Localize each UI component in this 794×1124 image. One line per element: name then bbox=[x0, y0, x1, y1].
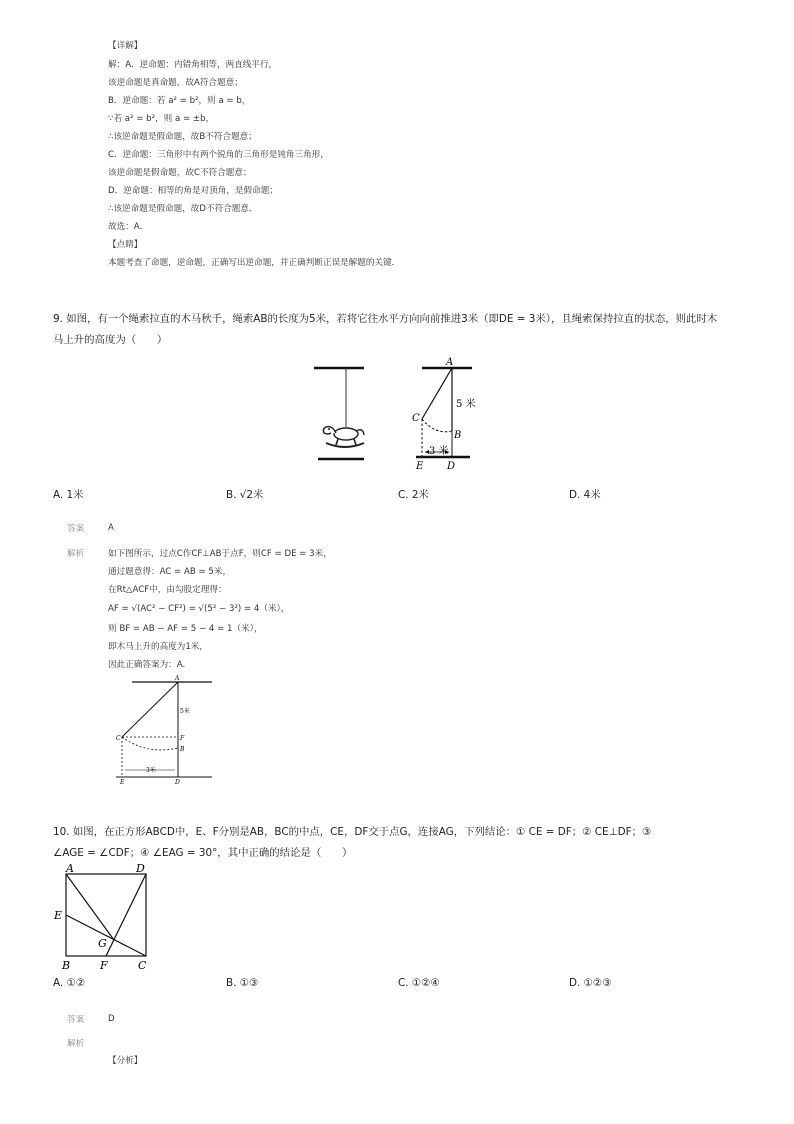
q9b-label-D: D bbox=[175, 779, 180, 785]
q9-label-C: C bbox=[412, 413, 420, 424]
q10-label-F: F bbox=[100, 959, 108, 972]
q10-answer-label: 答案 bbox=[67, 1015, 85, 1025]
q10-option-b[interactable]: B. ①③ bbox=[226, 977, 259, 989]
q9-option-b[interactable]: B. √2米 bbox=[226, 489, 264, 501]
solution-line: D．逆命题：相等的角是对顶角，是假命题； bbox=[108, 186, 278, 196]
q9-label-D: D bbox=[447, 461, 456, 472]
solution-line: 该逆命题是假命题，故C不符合题意； bbox=[108, 168, 252, 178]
q9b-label-len: 5米 bbox=[180, 708, 190, 715]
solution-line: ∵若 a² = b²，则 a = ±b， bbox=[108, 114, 215, 124]
q9b-label-F: F bbox=[180, 735, 185, 742]
q9-stem-line1: 9. 如图，有一个绳索拉直的木马秋千，绳索AB的长度为5米，若将它往水平方向向前推进3米（即DE = 3米），且绳索保持拉直的状态，则此时木 bbox=[53, 313, 718, 325]
analysis-line: 在Rt△ACF中，由勾股定理得： bbox=[108, 585, 227, 595]
q9-figure bbox=[300, 355, 490, 473]
comment-heading: 【点睛】 bbox=[108, 240, 143, 250]
q10-figure bbox=[52, 862, 164, 974]
q10-label-C: C bbox=[138, 959, 147, 972]
q10-label-D: D bbox=[136, 862, 145, 875]
q9-label-len: 5 米 bbox=[456, 399, 476, 410]
solution-line: B．逆命题：若 a² = b²，则 a = b， bbox=[108, 96, 251, 106]
q10-option-d[interactable]: D. ①②③ bbox=[569, 977, 612, 989]
detail-heading: 【详解】 bbox=[108, 41, 143, 51]
solution-line: ∴该逆命题是假命题，故D不符合题意． bbox=[108, 204, 258, 214]
solution-line: ∴该逆命题是假命题，故B不符合题意； bbox=[108, 132, 257, 142]
solution-line: 该逆命题是真命题，故A符合题意； bbox=[108, 78, 243, 88]
q10-option-c[interactable]: C. ①②④ bbox=[398, 977, 440, 989]
q9b-label-E: E bbox=[120, 779, 125, 785]
q10-label-A: A bbox=[66, 862, 74, 875]
solution-line: 解：A．逆命题：内错角相等，两直线平行， bbox=[108, 60, 278, 70]
analysis-line: 如下图所示，过点C作CF⊥AB于点F，则CF = DE = 3米， bbox=[108, 549, 332, 559]
solution-line: C．逆命题：三角形中有两个锐角的三角形是钝角三角形， bbox=[108, 150, 329, 160]
q10-analysis-label: 解析 bbox=[67, 1039, 85, 1049]
q9-label-E: E bbox=[416, 461, 424, 472]
q9b-label-C: C bbox=[116, 735, 121, 742]
q10-answer: D bbox=[108, 1014, 115, 1024]
q9-label-A: A bbox=[446, 357, 454, 368]
q9-option-c[interactable]: C. 2米 bbox=[398, 489, 429, 501]
analysis-line: 则 BF = AB − AF = 5 − 4 = 1（米）， bbox=[108, 624, 263, 634]
solution-line: 本题考查了命题，逆命题，正确写出逆命题，并正确判断正误是解题的关键． bbox=[108, 258, 401, 268]
q9-option-a[interactable]: A. 1米 bbox=[53, 489, 84, 501]
analysis-line: 即木马上升的高度为1米， bbox=[108, 642, 208, 652]
q10-option-a[interactable]: A. ①② bbox=[53, 977, 86, 989]
analysis-line: 因此正确答案为：A. bbox=[108, 660, 186, 670]
q9-stem-line2: 马上升的高度为（ ） bbox=[53, 334, 168, 346]
q9-answer-label: 答案 bbox=[67, 524, 85, 534]
q9-label-push: 3 米 bbox=[429, 446, 449, 457]
q10-stem-line2: ∠AGE = ∠CDF；④ ∠EAG = 30°，其中正确的结论是（ ） bbox=[53, 847, 353, 859]
q10-label-B: B bbox=[62, 959, 71, 972]
analysis-line: AF = √(AC² − CF²) = √(5² − 3²) = 4（米）， bbox=[108, 604, 290, 614]
q9-option-d[interactable]: D. 4米 bbox=[569, 489, 601, 501]
q9-label-B: B bbox=[454, 430, 462, 441]
q9b-label-B: B bbox=[180, 746, 185, 753]
q9-analysis-label: 解析 bbox=[67, 549, 85, 559]
q9b-label-push: 3米 bbox=[146, 767, 156, 774]
q9-answer: A bbox=[108, 523, 114, 533]
analysis-line: 通过题意得：AC = AB = 5米， bbox=[108, 567, 232, 577]
q10-analysis-heading: 【分析】 bbox=[108, 1056, 143, 1066]
q9b-label-A: A bbox=[175, 675, 180, 682]
rocking-horse-icon bbox=[323, 427, 364, 447]
q9-analysis-figure bbox=[112, 673, 222, 785]
q10-label-E: E bbox=[54, 909, 63, 922]
q10-stem-line1: 10. 如图，在正方形ABCD中，E、F分别是AB，BC的中点，CE，DF交于点G，连接AG，下列结论：① CE = DF；② CE⊥DF；③ bbox=[53, 826, 652, 838]
q10-label-G: G bbox=[98, 937, 107, 950]
solution-line: 故选：A． bbox=[108, 222, 149, 232]
